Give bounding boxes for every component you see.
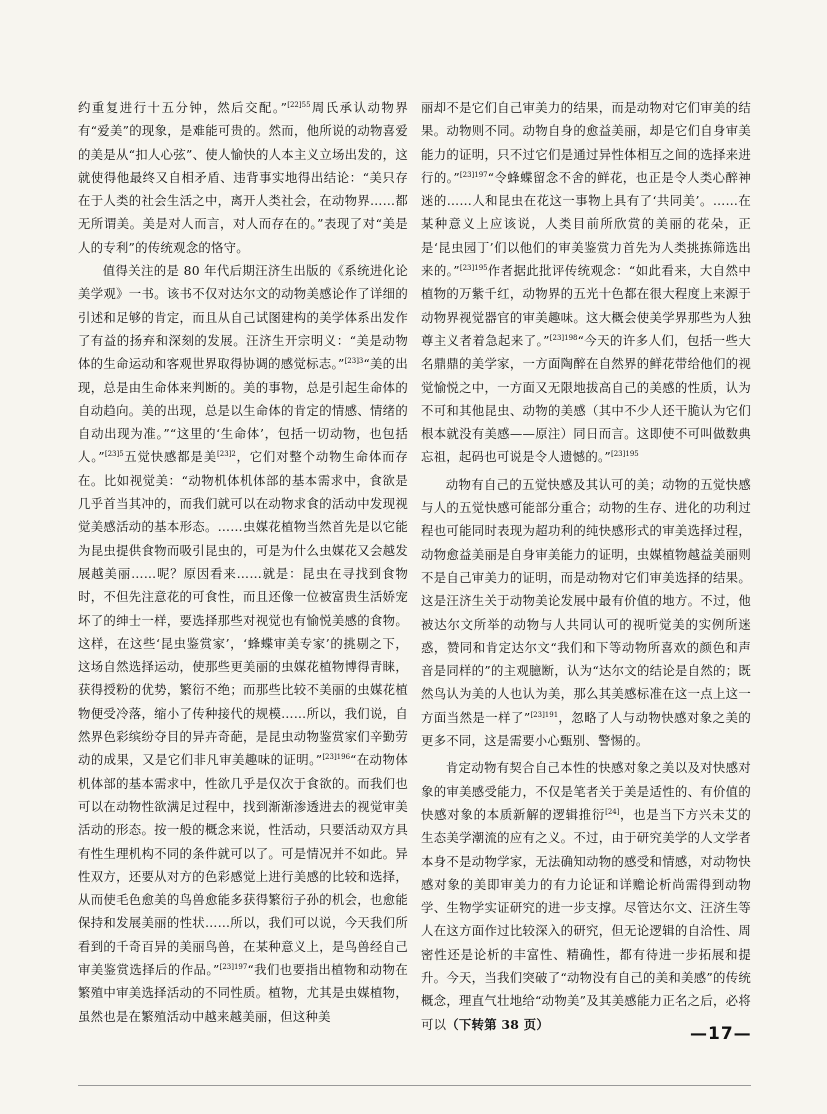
right-paragraph-1 bbox=[421, 96, 751, 469]
text-run: 丽却不是它们自己审美力的结果，而是动物对它们审美的结果。动物则不同。动物自身的愈益美丽，却是它们自身审美能力的证明，只不过它们是通过异性体相互之间的选择来进行的。” bbox=[421, 100, 751, 185]
continuation-note: （下转第 38 页） bbox=[446, 1016, 549, 1032]
citation-ref: [24] bbox=[605, 807, 620, 816]
page-number: —17— bbox=[690, 1024, 752, 1044]
citation-ref: [23]197 bbox=[219, 962, 248, 971]
text-run: “我们也要指出植物和动物在繁殖中审美选择活动的不同性质。植物，尤其是虫媒植物，虽然也是在繁殖活动中越来越美丽，但这种美 bbox=[78, 961, 408, 1024]
text-run: 肯定动物有契合自己本性的快感对象之美以及对快感对象的审美感受能力，不仅是笔者关于美是适性的、有价值的快感对象的本质新解的逻辑推衍 bbox=[421, 760, 751, 822]
text-run: “今天的许多人们，包括一些大名鼎鼎的美学家，一方面陶醉在自然界的鲜花带给他们的视觉愉悦之中，一方面又无限地拔高自己的美感的性质，认为不可和其他昆虫、动物的美感（其中不少人还干脆认为它们根本就没有美感——原注）同日而言。这即使不可叫做数典忘祖，起码也可说是令人遗憾的。” bbox=[421, 332, 751, 465]
footer-divider bbox=[78, 1085, 751, 1086]
text-run: “在动物体机体部的基本需求中，性欲几乎是仅次于食欲的。而我们也可以在动物性欲满足过程中，找到渐渐渗透进去的视觉审美活动的形态。按一般的概念来说，性活动，只要活动双方具有性生理机构不同的条件就可以了。可是情况并不如此。异性双方，还要从对方的色彩感觉上进行美感的比较和选择，从而使毛色愈美的鸟兽愈能多获得繁衍子孙的机会，也愈能保持和发展美丽的性状……所以，我们可以说，今天我们所看到的千奇百异的美丽鸟兽，在某种意义上，是鸟兽经自己审美鉴赏选择后的作品。” bbox=[78, 752, 408, 977]
citation-ref: [22]55 bbox=[287, 101, 311, 109]
text-run: “美的出现，总是由生命体来判断的。美的事物，总是引起生命体的自动趋向。美的出现，总是以生命体的肯定的情感、情绪的自动出现为准。”“这里的‘生命体’，包括一切动物，也包括人。” bbox=[78, 356, 408, 465]
text-run: ，忽略了人与动物快感对象之美的更多不同，这是需要小心甄别、警惕的。 bbox=[421, 709, 752, 749]
text-run: 周氏承认动物界有“爱美”的现象，是难能可贵的。然而，他所说的动物喜爱的美是从“扣人心弦”、使人愉快的人本主义立场出发的，这就使得他最终又自相矛盾、违背事实地得出结论：“美只存在于人类的社会生活之中，离开人类社会，在动物界……都无所谓美。美是对人而言，对人而存在的。”表现了对“美是人的专利”的传统观念的恪守。 bbox=[78, 100, 408, 255]
citation-ref: [23]5 bbox=[104, 450, 124, 459]
text-run: ，也是当下方兴未艾的生态美学潮流的应有之义。不过，由于研究美学的人文学者本身不是动物学家，无法确知动物的感受和情感，对动物快感对象的美即审美力的有力论证和详赡论析尚需得到动物学、生物学实证研究的进一步支撑。尽管达尔文、汪济生等人在这方面作过比较深入的研究，但无论逻辑的自洽性、周密性还是论析的丰富性、精确性，都有待进一步拓展和提升。今天，当我们突破了“动物没有自己的美和美感”的传统概念，理直气壮地给“动物美”及其美感能力正名之后，必将可以 bbox=[421, 806, 752, 1032]
right-paragraph-3 bbox=[421, 756, 751, 1036]
citation-ref: [23]197 bbox=[459, 170, 488, 179]
citation-ref: [23]195 bbox=[611, 450, 639, 459]
citation-ref: [23]195 bbox=[459, 264, 488, 273]
left-paragraph-2 bbox=[78, 259, 408, 1028]
text-run: 作者据此批评传统观念：“如此看来，大自然中植物的万紫千红，动物界的五光十色都在很大程度上来源于动物界视觉器官的审美趣味。这大概会使美学界那些为人独尊主义者着急起来了。” bbox=[421, 263, 751, 348]
text-run: 五觉快感都是美 bbox=[123, 449, 218, 465]
right-column bbox=[421, 96, 751, 1036]
text-run: 动物有自己的五觉快感及其认可的美；动物的五觉快感与人的五觉快感可能部分重合；动物的生存、进化的功利过程也可能同时表现为超功利的纯快感形式的审美选择过程，动物愈益美丽是自身审美能力的证明，虫媒植物越益美丽则不是自己审美力的证明，而是动物对它们审美选择的结果。这是汪济生关于动物美论发展中最有价值的地方。不过，他被达尔文所举的动物与人共同认可的视听觉美的实例所迷惑，赞同和肯定达尔文“我们和下等动物所喜欢的颜色和声音是同样的”的主观臆断，认为“达尔文的结论是自然的；既然鸟认为美的人也认为美，那么其美感标准在这一点上这一方面当然是一样了” bbox=[421, 476, 751, 725]
citation-ref: [23]198 bbox=[549, 333, 578, 342]
text-run: 值得关注的是 80 年代后期汪济生出版的《系统进化论美学观》一书。该书不仅对达尔文的动物美感论作了详细的引述和足够的肯定，而且从自己试图建构的美学体系出发作了有益的扬弃和深刻的发展。汪济生开宗明义：“美是动物体的生命运动和客观世界取得协调的感觉标志。” bbox=[78, 263, 408, 372]
citation-ref: [23]2 bbox=[217, 450, 236, 459]
right-paragraph-2 bbox=[421, 473, 751, 753]
citation-ref: [23]191 bbox=[530, 710, 559, 719]
citation-ref: [23]3 bbox=[344, 357, 364, 366]
left-column bbox=[78, 96, 408, 1028]
text-run: “令蜂蝶留念不舍的鲜花，也正是令人类心醉神迷的……人和昆虫在花这一事物上具有了‘共同美’。……在某种意义上应该说，人类目前所欣赏的美丽的花朵，正是‘昆虫园丁’们以他们的审美鉴赏力首先为人类挑拣筛选出来的。” bbox=[421, 169, 751, 279]
citation-ref: [23]196 bbox=[322, 753, 351, 762]
left-paragraph-1 bbox=[78, 96, 408, 259]
text-run: 约重复进行十五分钟，然后交配。” bbox=[78, 100, 288, 115]
text-run: ，它们对整个动物生命体而存在。比如视觉美：“动物机体机体部的基本需求中，食欲是几乎首当其冲的，而我们就可以在动物求食的活动中发现视觉美感活动的基本形态。……虫媒花植物当然首先是以它能为昆虫提供食物而吸引昆虫的，可是为什么虫媒花又会越发展越美丽……呢？原因看来……就是：昆虫在寻找到食物时，不但先注意花的可食性，而且还像一位被富贵生活娇宠坏了的绅士一样，要选择那些对视觉也有愉悦美感的食物。这样，在这些‘昆虫鉴赏家’，‘蜂蝶审美专家’的挑剔之下，这场自然选择运动，使那些更美丽的虫媒花植物博得青睐，获得授粉的优势，繁衍不绝；而那些比较不美丽的虫媒花植物便受冷落，缩小了传种接代的规模……所以，我们说，自然界色彩缤纷夺目的异卉奇葩，是昆虫动物鉴赏家们辛勤劳动的成果，又是它们非凡审美趣味的证明。” bbox=[78, 449, 409, 768]
